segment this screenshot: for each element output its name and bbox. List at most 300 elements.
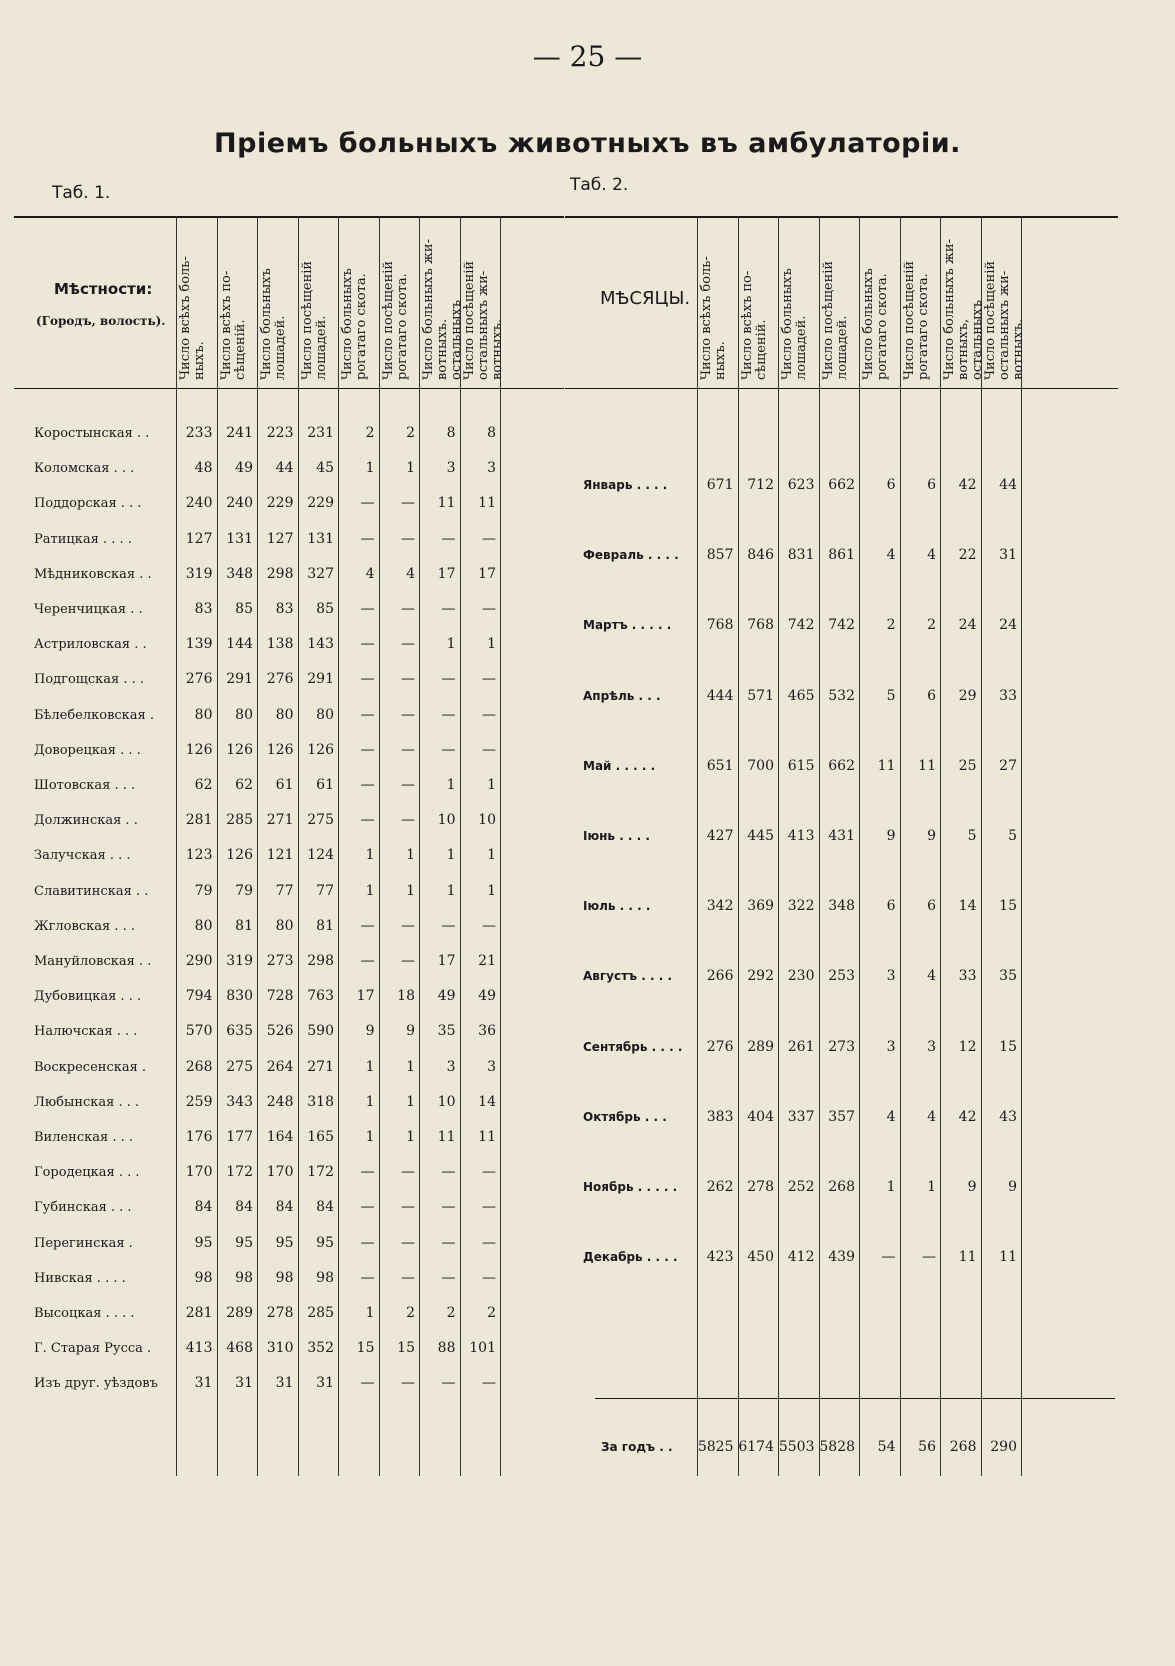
table2-cell: 261 xyxy=(787,1038,815,1055)
table2-row-name: Октябрь . . . xyxy=(583,1109,667,1124)
table1-cell: 327 xyxy=(307,565,334,582)
table2-cell: 662 xyxy=(828,757,855,774)
table1-cell: 139 xyxy=(185,636,213,653)
table1-cell: — xyxy=(401,601,415,617)
table1-cell: — xyxy=(441,1375,456,1392)
table2-cell: 9 xyxy=(1008,1179,1017,1195)
table1-cell: 10 xyxy=(437,1093,456,1110)
table1-cell: 98 xyxy=(316,1269,334,1286)
table1-cell: 4 xyxy=(365,565,375,582)
table1-row-name: Мануйловская . . xyxy=(34,954,152,969)
table2-cell: 623 xyxy=(787,477,815,493)
table1-cell: 268 xyxy=(185,1058,213,1075)
table2-cell: 4 xyxy=(927,1108,936,1125)
table2-column-header: Число больныхъ лошадей. xyxy=(780,268,809,380)
table2-cell: 532 xyxy=(828,687,855,704)
table2-col-divider xyxy=(697,216,698,1476)
table2-cell: 33 xyxy=(999,687,1017,704)
table1-column-header: Число больныхъ лошадей. xyxy=(259,268,288,380)
table2-cell: 5 xyxy=(886,687,896,704)
table1-cell: 794 xyxy=(185,988,213,1005)
table1-cell: — xyxy=(360,1234,375,1251)
table1-cell: 170 xyxy=(266,1164,294,1181)
table1-cell: 18 xyxy=(397,988,415,1005)
table1-cell: — xyxy=(401,1234,415,1251)
table1-cell: 271 xyxy=(266,812,294,829)
table1-cell: 3 xyxy=(446,1058,456,1075)
table1-cell: 164 xyxy=(266,1129,294,1145)
table1-cell: — xyxy=(360,812,375,829)
table1-cell: 590 xyxy=(307,1023,334,1040)
table1-col-divider xyxy=(298,216,299,1476)
table1-cell: — xyxy=(401,812,415,829)
table1-cell: 79 xyxy=(194,882,213,899)
table2-cell: — xyxy=(881,1249,896,1266)
table1-cell: 84 xyxy=(194,1199,213,1216)
table1-cell: 1 xyxy=(446,847,456,864)
table1-cell: 35 xyxy=(437,1023,456,1040)
table1-cell: 44 xyxy=(275,460,294,477)
table1-cell: — xyxy=(441,741,456,758)
table1-cell: 281 xyxy=(185,812,213,829)
table1-cell: 291 xyxy=(307,671,334,688)
table2-cell: 571 xyxy=(747,687,774,704)
table2-cell: 6 xyxy=(886,477,896,493)
table2-cell: 230 xyxy=(787,968,815,985)
table1-cell: 229 xyxy=(307,495,334,512)
table1-cell: — xyxy=(441,1269,456,1286)
table1-cell: 170 xyxy=(185,1164,213,1181)
table1-cell: 98 xyxy=(275,1269,294,1286)
table1-cell: 10 xyxy=(437,812,456,829)
table2-cell: 6 xyxy=(927,898,936,915)
table1-cell: 275 xyxy=(226,1058,253,1075)
table2-total-cell: 268 xyxy=(949,1439,977,1455)
table2-cell: 445 xyxy=(747,828,774,844)
table1-cell: 352 xyxy=(307,1340,334,1357)
table1-cell: 1 xyxy=(487,882,496,899)
table1-cell: 49 xyxy=(235,460,253,477)
table2-cell: 2 xyxy=(927,617,936,634)
table1-cell: 1 xyxy=(406,847,415,864)
table2-cell: 404 xyxy=(747,1108,774,1125)
table2-cell: 700 xyxy=(747,757,774,774)
table1-cell: 1 xyxy=(365,847,375,864)
table2-col-divider xyxy=(859,216,860,1476)
table1-cell: 570 xyxy=(185,1023,213,1040)
table1-cell: — xyxy=(401,1269,415,1286)
table1-cell: — xyxy=(360,917,375,934)
table1-cell: — xyxy=(441,1199,456,1216)
table1-cell: 31 xyxy=(194,1375,213,1392)
table1-cell: 88 xyxy=(437,1340,456,1357)
table1-cell: — xyxy=(401,1199,415,1216)
table2-cell: 9 xyxy=(886,828,896,844)
table1-row-name: Городецкая . . . xyxy=(34,1165,140,1181)
table1-cell: 289 xyxy=(226,1305,253,1321)
table1-cell: 290 xyxy=(185,953,213,969)
table1-cell: 98 xyxy=(194,1269,213,1286)
table1-cell: 123 xyxy=(185,847,213,864)
table2-cell: 9 xyxy=(927,828,936,844)
table1-cell: 1 xyxy=(365,1058,375,1075)
table2-cell: 3 xyxy=(927,1038,936,1055)
table2-cell: 4 xyxy=(927,547,936,564)
table1-cell: 348 xyxy=(226,565,253,582)
table1-cell: 10 xyxy=(478,812,496,829)
table2-cell: 266 xyxy=(706,968,734,985)
table1-cell: 95 xyxy=(194,1234,213,1251)
table1-cell: 80 xyxy=(194,917,213,934)
table2-cell: 15 xyxy=(999,1038,1017,1055)
table1-cell: 126 xyxy=(226,741,253,758)
table1-cell: 2 xyxy=(406,425,415,441)
table2-cell: 5 xyxy=(967,828,977,844)
table2-row-name: Декабрь . . . . xyxy=(583,1250,678,1265)
table2-cell: — xyxy=(922,1249,936,1266)
table1-cell: 231 xyxy=(307,425,334,441)
table1-row-name: Ратицкая . . . . xyxy=(34,531,132,547)
table1-cell: 1 xyxy=(365,1129,375,1145)
table2-row-name: Ноябрь . . . . . xyxy=(583,1180,678,1194)
table1-cell: 728 xyxy=(266,988,294,1005)
table1-cell: 17 xyxy=(437,953,456,969)
table1-cell: 468 xyxy=(226,1340,253,1357)
table1-cell: 131 xyxy=(226,530,253,547)
table1-row-name: Жгловская . . . xyxy=(34,918,135,934)
table2-cell: 662 xyxy=(828,477,855,493)
table1-row-header-sub: (Городъ, волость). xyxy=(36,314,166,328)
table1-cell: 276 xyxy=(266,671,294,688)
table1-col-divider xyxy=(500,216,501,1476)
table2-row-name: Апрѣль . . . xyxy=(583,688,661,703)
table2-cell: 383 xyxy=(706,1108,734,1125)
table1-cell: 14 xyxy=(478,1093,496,1110)
table1-cell: 81 xyxy=(316,917,334,934)
table1-cell: 17 xyxy=(478,565,496,582)
table1-cell: 275 xyxy=(307,812,334,829)
table1-cell: — xyxy=(360,741,375,758)
table1-cell: 126 xyxy=(307,741,334,758)
table1-cell: — xyxy=(360,1269,375,1286)
table2-row-name: Май . . . . . xyxy=(583,758,656,773)
table2-cell: 33 xyxy=(958,968,977,985)
table2-col-divider xyxy=(981,216,982,1476)
table1-cell: 240 xyxy=(185,495,213,512)
table1-column-header: Число посѣщеній остальныхъ жи- вотныхъ. xyxy=(461,260,505,380)
table2-cell: 861 xyxy=(828,547,855,564)
table1-cell: 49 xyxy=(437,988,456,1005)
table1-column-header: Число посѣщеній рогатаго скота. xyxy=(380,260,410,380)
table2-cell: 846 xyxy=(747,547,774,564)
page-title: Пріемъ больныхъ животныхъ въ амбулаторіи. xyxy=(214,128,961,159)
table2-col-divider xyxy=(738,216,739,1476)
table1-row-name: Бѣлебелковская . xyxy=(34,707,155,723)
table2-row-name: Мартъ . . . . . xyxy=(583,618,672,633)
table1-cell: — xyxy=(360,1375,375,1392)
table2-cell: 31 xyxy=(999,547,1017,564)
table1-cell: 95 xyxy=(235,1234,253,1251)
table2-cell: 357 xyxy=(828,1108,855,1125)
table1-cell: — xyxy=(360,495,375,512)
table1-col-divider xyxy=(379,216,380,1476)
table2-cell: 742 xyxy=(828,617,855,634)
table1-cell: 1 xyxy=(487,777,496,793)
table1-cell: 1 xyxy=(446,777,456,793)
table1-cell: 830 xyxy=(226,988,253,1005)
table2-row-name: Іюль . . . . xyxy=(583,899,651,914)
table1-col-divider xyxy=(460,216,461,1476)
table2-cell: 11 xyxy=(877,757,896,774)
table1-row-name: Поддорская . . . xyxy=(34,496,142,512)
table2-cell: 43 xyxy=(999,1108,1017,1125)
table2-column-header: Число посѣщеній лошадей. xyxy=(820,260,850,380)
table2-cell: 423 xyxy=(706,1249,734,1266)
table2-cell: 431 xyxy=(828,828,855,844)
table1-row-name: Коломская . . . xyxy=(34,461,135,477)
table2-col-divider xyxy=(778,216,779,1476)
table1-cell: — xyxy=(482,1269,496,1286)
table1-cell: 31 xyxy=(275,1375,294,1392)
table1-cell: 1 xyxy=(487,636,496,653)
table1-col-divider xyxy=(338,216,339,1476)
table2-row-name: Іюнь . . . . xyxy=(583,829,650,843)
table1-cell: 83 xyxy=(275,601,294,617)
table1-cell: — xyxy=(482,1199,496,1216)
table1-row-name: Дубовицкая . . . xyxy=(34,989,142,1005)
table1-cell: 95 xyxy=(316,1234,334,1251)
table1-cell: — xyxy=(482,530,496,547)
table1-row-name: Губинская . . . xyxy=(34,1200,132,1216)
table1-cell: 285 xyxy=(226,812,253,829)
table2-cell: 278 xyxy=(747,1179,774,1195)
table1-cell: 17 xyxy=(356,988,375,1005)
table1-row-name: Перегинская . xyxy=(34,1235,133,1251)
table2-total-cell: 6174 xyxy=(738,1439,774,1455)
table1-cell: 259 xyxy=(185,1093,213,1110)
table2-cell: 12 xyxy=(958,1038,977,1055)
table2-col-divider xyxy=(819,216,820,1476)
table2-cell: 369 xyxy=(747,898,774,915)
table1-cell: 229 xyxy=(266,495,294,512)
table1-cell: 144 xyxy=(226,636,253,653)
table2-cell: 4 xyxy=(927,968,936,985)
table1-cell: 101 xyxy=(469,1340,496,1357)
table1-cell: — xyxy=(360,530,375,547)
table1-cell: — xyxy=(441,1234,456,1251)
table1-cell: — xyxy=(482,601,496,617)
table1-cell: 1 xyxy=(487,847,496,864)
table1-cell: 3 xyxy=(446,460,456,477)
table1-cell: — xyxy=(441,1164,456,1181)
table1-cell: — xyxy=(482,1234,496,1251)
table1-cell: 264 xyxy=(266,1058,294,1075)
table1-cell: 85 xyxy=(316,601,334,617)
table2-cell: 44 xyxy=(999,477,1017,493)
table2-total-cell: 5825 xyxy=(697,1439,734,1455)
table1-cell: 36 xyxy=(478,1023,496,1040)
table1-cell: 121 xyxy=(266,847,294,864)
table1-cell: — xyxy=(401,636,415,653)
table2-cell: 252 xyxy=(787,1179,815,1195)
table1-cell: 11 xyxy=(478,495,496,512)
table1-cell: 165 xyxy=(307,1129,334,1145)
table1-col-divider xyxy=(257,216,258,1476)
table1-cell: 83 xyxy=(194,601,213,617)
table1-cell: — xyxy=(441,530,456,547)
table1-cell: 1 xyxy=(365,460,375,477)
table1-cell: 62 xyxy=(235,777,253,793)
table2-cell: 11 xyxy=(918,757,936,774)
table1-col-divider xyxy=(217,216,218,1476)
table1-cell: — xyxy=(441,601,456,617)
table1-cell: 635 xyxy=(226,1023,253,1040)
table2-cell: 1 xyxy=(927,1179,936,1195)
table2-cell: 42 xyxy=(958,1108,977,1125)
table1-cell: 1 xyxy=(406,1129,415,1145)
table1-cell: — xyxy=(401,777,415,793)
table2-column-header: Число посѣщеній остальныхъ жи- вотныхъ. xyxy=(982,260,1026,380)
table1-row-name: Черенчицкая . . xyxy=(34,602,143,617)
table1-cell: 81 xyxy=(235,917,253,934)
table1-cell: 241 xyxy=(226,425,253,441)
table2-cell: 262 xyxy=(706,1179,734,1195)
table2-cell: 11 xyxy=(999,1249,1017,1266)
table1-cell: 127 xyxy=(266,530,294,547)
table1-row-header: Мѣстности: xyxy=(54,280,153,298)
table2-cell: 348 xyxy=(828,898,855,915)
table1-cell: — xyxy=(360,953,375,969)
table1-cell: 11 xyxy=(478,1129,496,1145)
table2-cell: 25 xyxy=(958,757,977,774)
table1-cell: 31 xyxy=(316,1375,334,1392)
table1-cell: 80 xyxy=(194,706,213,723)
table2-cell: 6 xyxy=(927,687,936,704)
table2-column-header: Число всѣхъ по- сѣщеній. xyxy=(739,270,769,380)
table2-cell: 1 xyxy=(886,1179,896,1195)
table1-cell: 45 xyxy=(316,460,334,477)
table2-total-label: За годъ . . xyxy=(601,1440,673,1454)
table1-label: Таб. 1. xyxy=(52,183,111,203)
table1-cell: 138 xyxy=(266,636,294,653)
table1-cell: 176 xyxy=(185,1129,213,1145)
table1-cell: 11 xyxy=(437,1129,456,1145)
table1-cell: — xyxy=(360,1164,375,1181)
table1-column-header: Число больныхъ жи- вотныхъ. остальныхъ xyxy=(421,239,464,380)
table1-cell: 2 xyxy=(406,1305,415,1321)
table1-cell: 80 xyxy=(316,706,334,723)
table1-cell: — xyxy=(401,917,415,934)
table1-cell: — xyxy=(482,741,496,758)
table2-cell: 276 xyxy=(706,1038,734,1055)
table1-row-name: Подгощская . . . xyxy=(34,672,145,688)
table1-cell: — xyxy=(360,671,375,688)
table1-cell: 248 xyxy=(266,1093,294,1110)
table2-row-name: Январь . . . . xyxy=(583,478,668,492)
table2-cell: 337 xyxy=(787,1108,815,1125)
table2-cell: 6 xyxy=(886,898,896,915)
table2-cell: 29 xyxy=(958,687,977,704)
table2-col-divider xyxy=(1021,216,1022,1476)
table2-col-divider xyxy=(900,216,901,1476)
table1-row-name: Нивская . . . . xyxy=(34,1270,126,1286)
table1-cell: 31 xyxy=(235,1375,253,1392)
table1-cell: 223 xyxy=(266,425,294,441)
table2-cell: 22 xyxy=(958,547,977,564)
table1-cell: 763 xyxy=(307,988,334,1005)
table1-col-divider xyxy=(419,216,420,1476)
table2-total-cell: 54 xyxy=(877,1439,896,1455)
table1-cell: — xyxy=(360,636,375,653)
table1-cell: — xyxy=(360,1199,375,1216)
table2-column-header: Число больныхъ рогатаго скота. xyxy=(861,268,890,380)
table2-cell: 2 xyxy=(886,617,896,634)
table1-cell: 9 xyxy=(406,1023,415,1040)
table2-row-name: Сентябрь . . . . xyxy=(583,1039,683,1054)
table2-row-name: Августъ . . . . xyxy=(583,969,673,984)
table1-cell: 319 xyxy=(185,565,213,582)
table1-cell: — xyxy=(401,1375,415,1392)
table2-cell: 671 xyxy=(706,477,734,493)
table1-cell: 298 xyxy=(307,953,334,969)
table1-cell: 48 xyxy=(194,460,213,477)
table1-cell: 172 xyxy=(226,1164,253,1181)
table2-cell: 831 xyxy=(787,547,815,564)
table2-cell: 768 xyxy=(747,617,774,634)
table1-row-name: Мѣдниковская . . xyxy=(34,566,152,582)
table1-column-header: Число всѣхъ по- сѣщеній. xyxy=(218,270,248,380)
table1-cell: 2 xyxy=(365,425,375,441)
table1-row-name: Астриловская . . xyxy=(34,637,147,653)
table2-cell: 857 xyxy=(706,547,734,564)
page-number: — 25 — xyxy=(532,40,643,73)
table2-cell: 768 xyxy=(706,617,734,634)
table2-cell: 413 xyxy=(787,828,815,844)
table1-cell: 21 xyxy=(478,953,496,969)
table2-label: Таб. 2. xyxy=(570,175,629,195)
table1-cell: 4 xyxy=(406,565,415,582)
table1-cell: 291 xyxy=(226,671,253,688)
table1-cell: 85 xyxy=(235,601,253,617)
table1-cell: 131 xyxy=(307,530,334,547)
table1-row-name: Коростынская . . xyxy=(34,426,150,441)
table1-row-name: Воскресенская . xyxy=(34,1059,147,1075)
table1-cell: — xyxy=(401,530,415,547)
table1-cell: — xyxy=(401,671,415,688)
table1-cell: 298 xyxy=(266,565,294,582)
table1-cell: 1 xyxy=(406,1058,415,1075)
table2-cell: 15 xyxy=(999,898,1017,915)
table1-cell: 413 xyxy=(185,1340,213,1357)
table1-cell: 80 xyxy=(275,706,294,723)
table1-cell: 177 xyxy=(226,1129,253,1145)
table1-locations xyxy=(14,216,564,1536)
table1-cell: 49 xyxy=(478,988,496,1005)
table1-cell: 11 xyxy=(437,495,456,512)
table2-cell: 27 xyxy=(999,757,1017,774)
table1-cell: — xyxy=(401,495,415,512)
table1-cell: 343 xyxy=(226,1093,253,1110)
table1-cell: — xyxy=(441,671,456,688)
table2-cell: 465 xyxy=(787,687,815,704)
table1-row-name: Изъ друг. уѣздовъ xyxy=(34,1376,158,1392)
table1-cell: 1 xyxy=(365,1093,375,1110)
table1-cell: 8 xyxy=(487,425,496,441)
table1-col-divider xyxy=(176,216,177,1476)
table1-cell: — xyxy=(482,706,496,723)
table2-cell: 4 xyxy=(886,1108,896,1125)
table2-months xyxy=(565,216,1118,1536)
